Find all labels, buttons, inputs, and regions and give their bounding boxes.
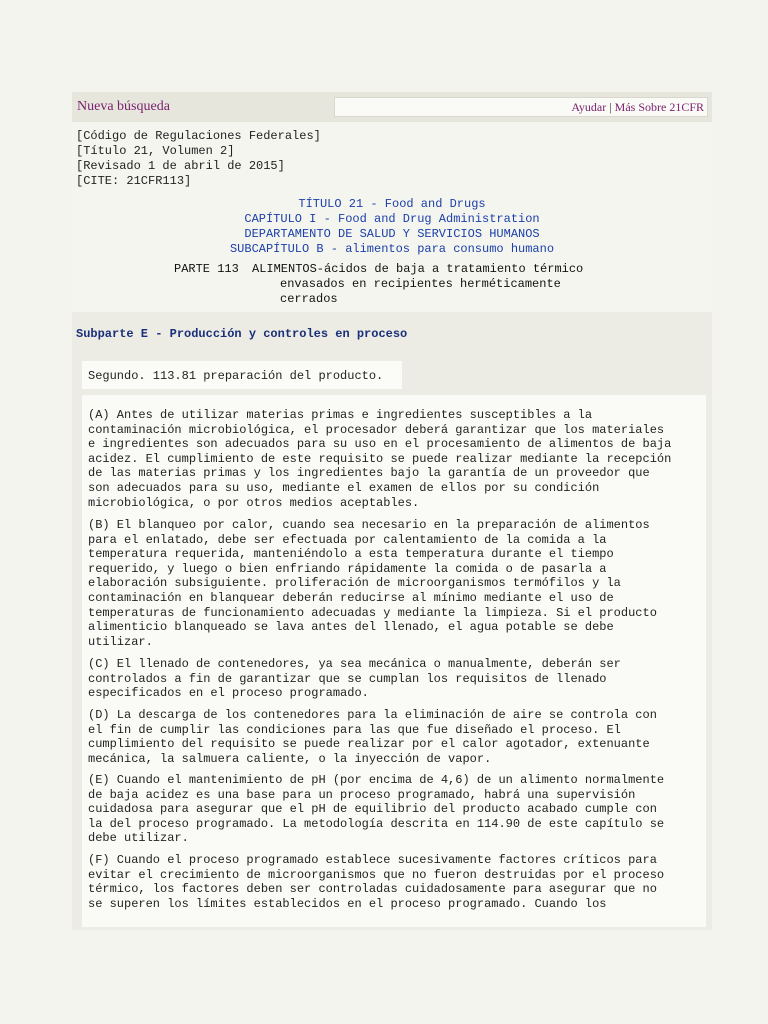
paragraph-line: la del proceso programado. La metodología descrita en 114.90 de este capítulo se — [88, 816, 665, 831]
section-content — [82, 395, 706, 927]
paragraph-line: de las materias primas y los ingredientes bajo la garantía de un proveedor que — [88, 466, 650, 481]
paragraph-line: mecánica, la salmuera caliente, o la inyección de vapor. — [88, 751, 492, 766]
paragraph-a — [88, 408, 706, 510]
paragraph-line: e ingredientes son adecuados para su uso en el procesamiento de alimentos de baja — [88, 437, 672, 452]
paragraph-line: controlados a fin de garantizar que se cumplan los requisitos de llenado — [88, 671, 607, 686]
paragraph-line: especificados en el proceso programado. — [88, 686, 369, 701]
meta-title: [Título 21, Volumen 2] — [76, 144, 235, 158]
document-page — [72, 92, 712, 930]
new-search-link[interactable]: Nueva búsqueda — [77, 99, 170, 114]
paragraph-line: térmico, los factores deben ser controladas cuidadosamente para asegurar que no — [88, 882, 657, 897]
paragraph-line: se superen los límites establecidos en el proceso programado. Cuando los — [88, 896, 607, 911]
paragraph-b — [88, 518, 706, 649]
meta-cite: [CITE: 21CFR113] — [76, 174, 192, 188]
subpart-title: Subparte E - Producción y controles en proceso — [76, 327, 408, 341]
paragraph-line: microbiológica, o por otros medios aceptables. — [88, 495, 420, 510]
topbar-links — [571, 100, 704, 115]
subchapter-heading: SUBCAPÍTULO B - alimentos para consumo humano — [229, 242, 555, 256]
paragraph-line: son adecuados para su uso, mediante el examen de ellos por su condición — [88, 480, 600, 495]
top-bar — [72, 92, 712, 122]
chapter-heading: CAPÍTULO I - Food and Drug Administration — [244, 212, 540, 226]
section-title: Segundo. 113.81 preparación del producto. — [88, 369, 384, 383]
more-21cfr-link[interactable]: Más Sobre 21CFR — [614, 100, 704, 114]
help-link[interactable]: Ayudar — [571, 100, 607, 114]
paragraph-line: cumplimiento del requisito se puede realizar por el calor agotador, extenuante — [88, 737, 650, 752]
paragraph-line: cuidadosa para asegurar que el pH de equilibrio del producto acabado cumple con — [88, 802, 657, 817]
paragraph-line: (F) Cuando el proceso programado establece sucesivamente factores críticos para — [88, 853, 657, 867]
paragraph-line: evitar el crecimiento de microorganismos que no fueron destruidas por el proceso — [88, 867, 665, 882]
paragraph-line: (B) El blanqueo por calor, cuando sea necesario en la preparación de alimentos — [88, 518, 650, 532]
paragraph-line: el fin de cumplir las condiciones para las que fue diseñado el proceso. El — [88, 722, 621, 737]
meta-code: [Código de Regulaciones Federales] — [76, 129, 321, 143]
paragraph-line: (E) Cuando el mantenimiento de pH (por encima de 4,6) de un alimento normalmente — [88, 773, 665, 787]
paragraph-line: debe utilizar. — [88, 831, 189, 846]
paragraph-line: de baja acidez es una base para un proceso programado, habrá una supervisión — [88, 787, 636, 802]
part-title-line: ALIMENTOS-ácidos de baja a tratamiento térmico — [252, 262, 584, 276]
paragraph-line: utilizar. — [88, 634, 153, 649]
part-number: PARTE 113 — [174, 262, 239, 276]
paragraph-line: (D) La descarga de los contenedores para la eliminación de aire se controla con — [88, 708, 657, 722]
paragraph-line: requerido, y luego o bien enfriando rápidamente la comida o de pasarla a — [88, 561, 607, 576]
link-separator: | — [609, 100, 612, 114]
paragraph-line: temperaturas de funcionamiento adecuadas y mediante la limpieza. Si el producto — [88, 605, 657, 620]
paragraph-d — [88, 708, 706, 766]
paragraph-e — [88, 773, 706, 846]
title-heading: TÍTULO 21 - Food and Drugs — [298, 197, 486, 211]
part-title-line: cerrados — [280, 292, 338, 306]
section-label-box — [82, 361, 402, 389]
paragraph-c — [88, 657, 706, 701]
subpart-heading — [72, 324, 712, 344]
paragraph-line: alimenticio blanqueado se lava antes del llenado, el agua potable se debe — [88, 620, 614, 635]
paragraph-line: temperatura requerida, manteniéndolo a esta temperatura durante el tiempo — [88, 547, 614, 562]
department-heading: DEPARTAMENTO DE SALUD Y SERVICIOS HUMANOS — [244, 227, 540, 241]
paragraph-line: para el enlatado, debe ser efectuada por calentamiento de la comida a la — [88, 532, 607, 547]
paragraph-line: contaminación en blanquear deberán reducirse al mínimo mediante el uso de — [88, 590, 614, 605]
paragraph-line: contaminación microbiológica, el procesador deberá garantizar que los materiales — [88, 422, 665, 437]
part-title-line: envasados en recipientes herméticamente — [280, 277, 561, 291]
paragraph-line: (A) Antes de utilizar materias primas e ingredientes susceptibles a la — [88, 408, 593, 422]
paragraph-line: elaboración subsiguiente. proliferación de microorganismos termófilos y la — [88, 576, 621, 591]
paragraph-f — [88, 853, 706, 911]
paragraph-line: (C) El llenado de contenedores, ya sea mecánica o manualmente, deberán ser — [88, 657, 621, 671]
paragraph-line: acidez. El cumplimiento de este requisito se puede realizar mediante la recepción — [88, 451, 672, 466]
cfr-header — [72, 122, 712, 312]
meta-revised: [Revisado 1 de abril de 2015] — [76, 159, 285, 173]
